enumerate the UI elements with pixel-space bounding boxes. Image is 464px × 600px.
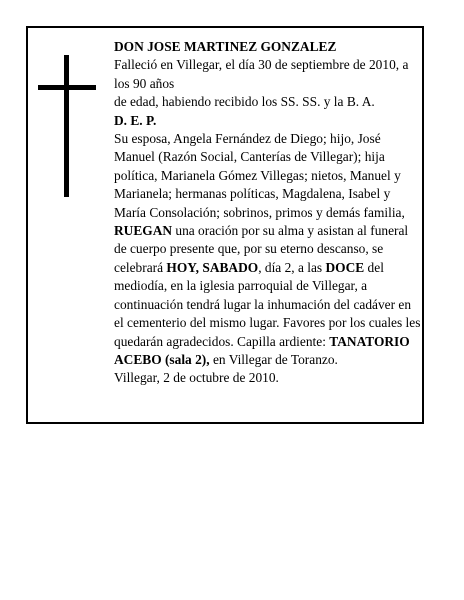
ceremony-text: del mediodía, en la iglesia parroquial de Villegar, a continuación tendrá lugar la inhumación del cadáver en el cementerio del mismo lugar. Favores por los cuales les quedarán agradecidos. Capilla ardiente: [114, 259, 421, 349]
funeral-home: TANATORIO ACEBO (sala 2), [114, 333, 410, 367]
sacraments-line: de edad, habiendo recibido los SS. SS. y la B. A. [114, 94, 375, 110]
cross-vertical-bar [64, 55, 69, 197]
service-day: HOY, SABADO [166, 259, 259, 275]
funeral-location: en Villegar de Toranzo. [209, 351, 338, 367]
dateline: Villegar, 2 de octubre de 2010. [114, 370, 279, 386]
death-line-2: los 90 años [114, 75, 175, 91]
request-text: una oración por su alma y asistan al funeral de cuerpo presente que, por su eterno descanso, se celebrará [114, 223, 409, 275]
service-date-text: , día 2, a las [258, 259, 326, 275]
dep-line: D. E. P. [114, 112, 157, 128]
service-hour: DOCE [325, 259, 365, 275]
family-paragraph [114, 130, 422, 369]
deceased-name: DON JOSE MARTINEZ GONZALEZ [114, 39, 337, 54]
ruegan-word: RUEGAN [114, 223, 173, 239]
obituary-text [114, 38, 422, 388]
death-line-1: Falleció en Villegar, el día 30 de septiembre de 2010, a [114, 57, 409, 73]
family-list: Su esposa, Angela Fernández de Diego; hijo, José Manuel (Razón Social, Canterías de Villegar); hija política, Marianela Gómez Villegas; nietos, Manuel y Marianela; hermanas políticas, Magdalena, Isabel y María Consolación; sobrinos, primos y demás familia, [114, 131, 405, 220]
cross-horizontal-bar [38, 85, 96, 90]
